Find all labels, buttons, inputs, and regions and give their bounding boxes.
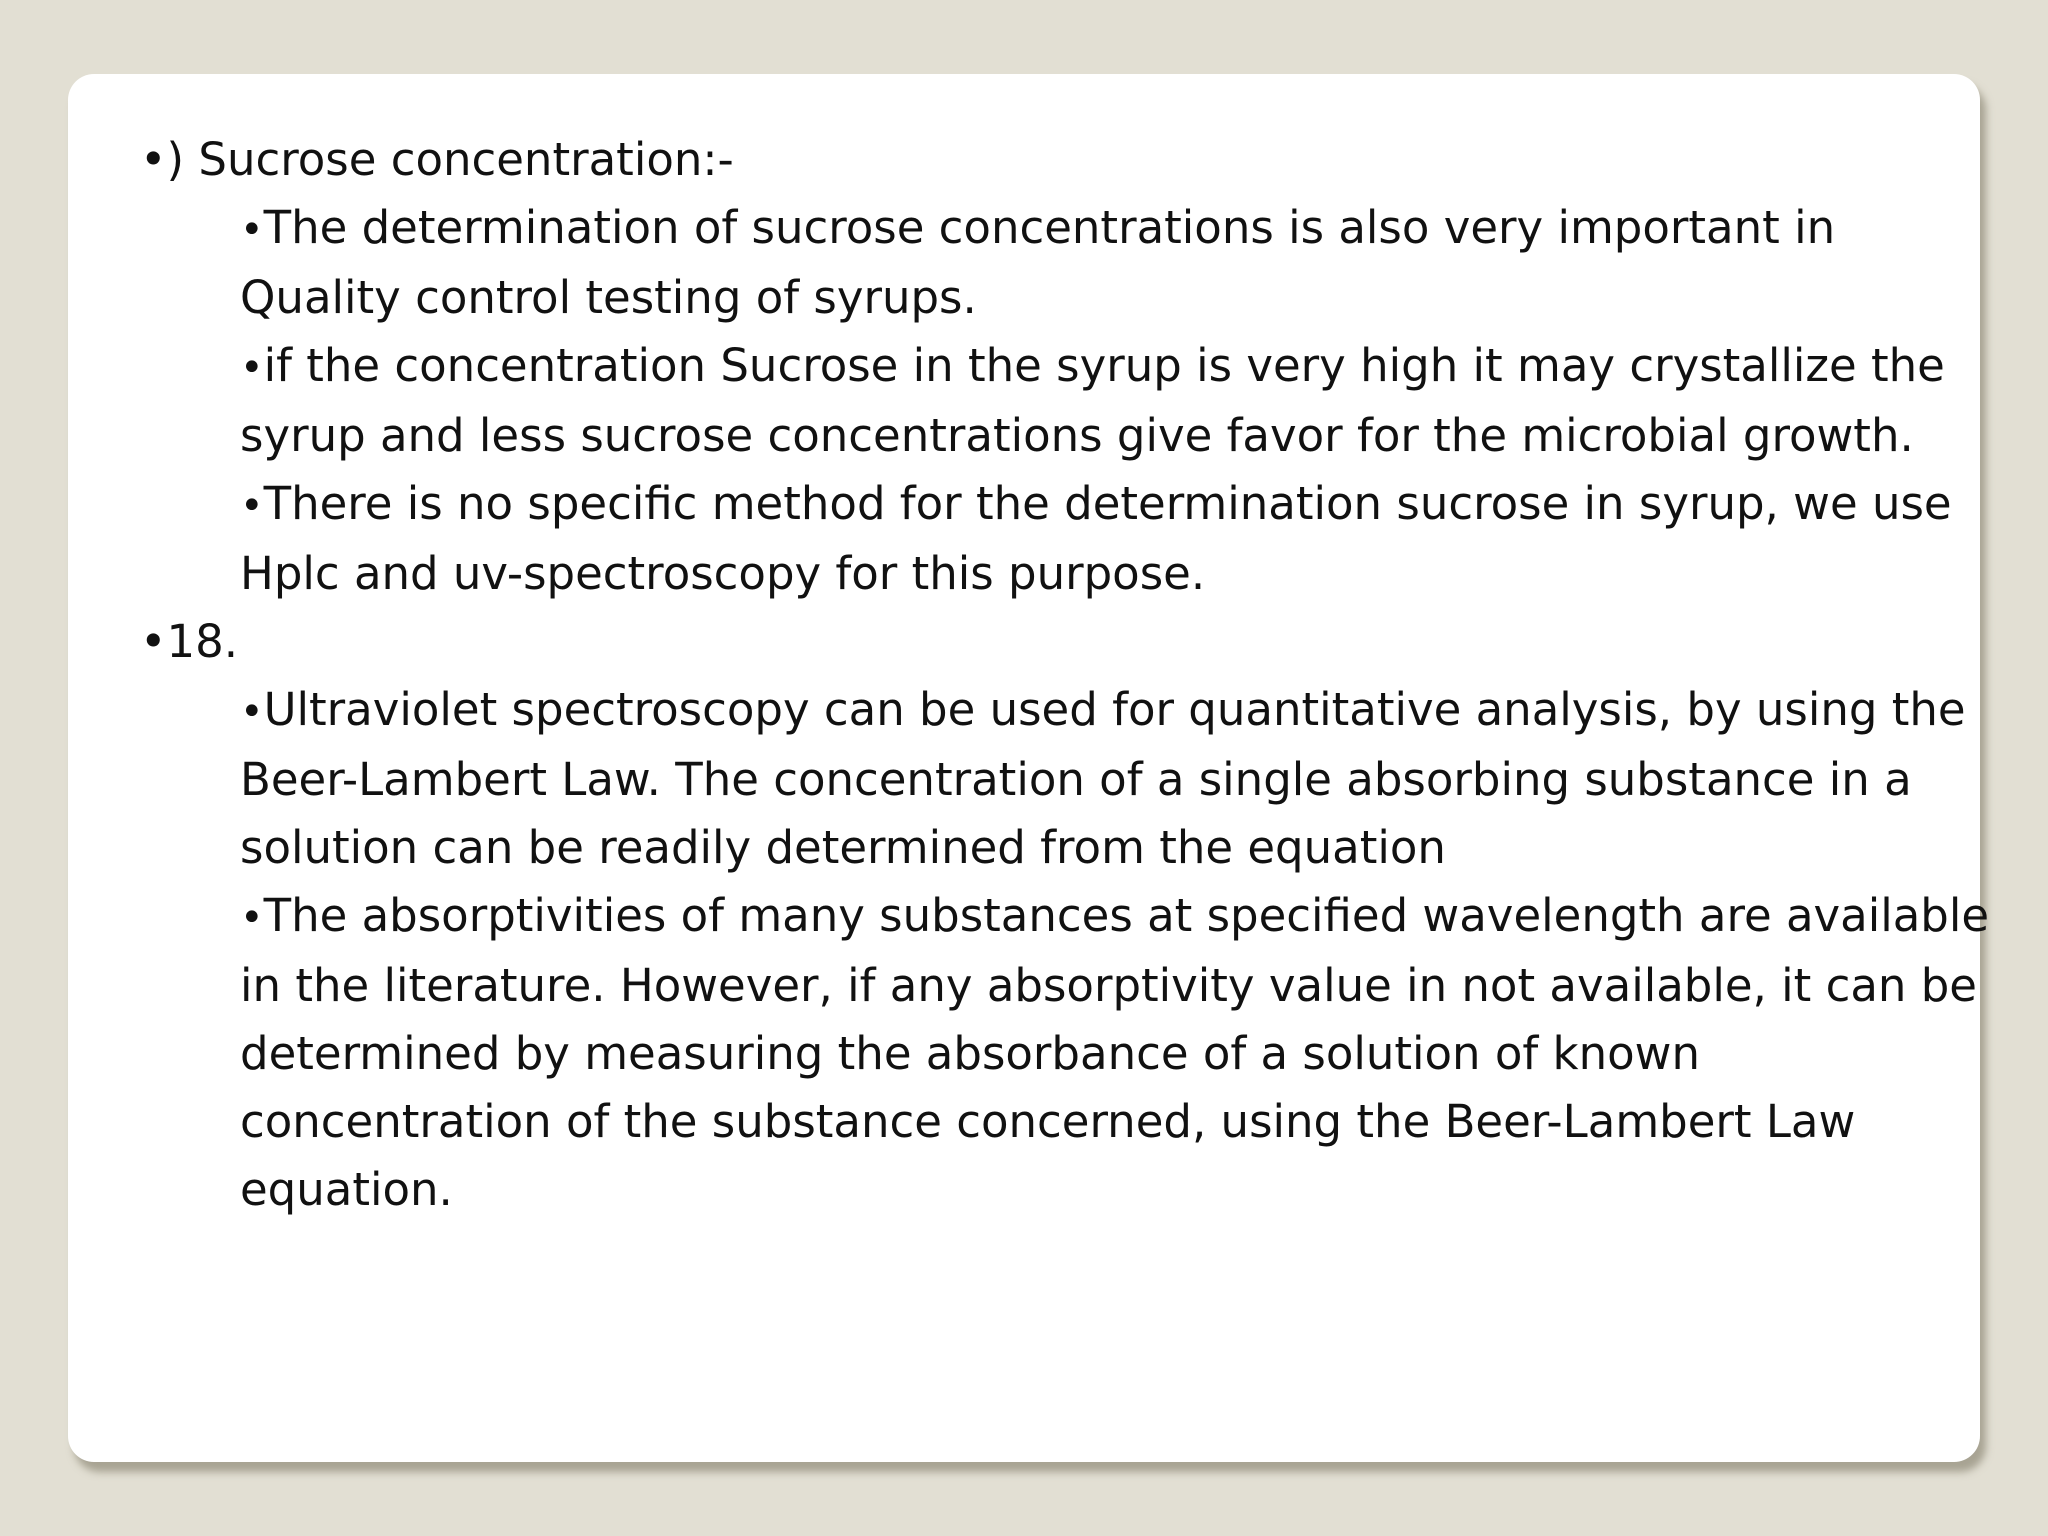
bullet-dot: • [240,207,264,253]
list-item [240,332,2010,470]
list-item-text: if the concentration Sucrose in the syrup is very high it may crystallize the syrup and less sucrose concentrations give favor for the microbial growth. [240,339,1945,462]
list-item-text: There is no specific method for the determination sucrose in syrup, we use Hplc and uv-spectroscopy for this purpose. [240,477,1952,600]
list-item [240,882,2020,1224]
slide-content [140,126,1990,1224]
section-heading-18 [140,608,1970,676]
list-item-text: Ultraviolet spectroscopy can be used for quantitative analysis, by using the Beer-Lambert Law. The concentration of a single absorbing substance in a solution can be readily determined from the equation [240,683,1966,874]
list-item-text: The absorptivities of many substances at specified wavelength are available in the literature. However, if any absorptivity value in not available, it can be determined by measuring the absorbance of a solution of known concentration of the substance concerned, using the Beer-Lambert Law equation. [240,889,1990,1216]
section-heading-sucrose [140,126,1970,194]
section-heading-text: 18. [166,615,239,668]
list-item-text: The determination of sucrose concentrations is also very important in Quality control testing of syrups. [240,201,1836,324]
bullet-dot: • [140,133,167,186]
section-heading-text: ) Sucrose concentration:- [166,133,734,186]
bullet-dot: • [240,689,264,735]
bullet-dot: • [240,483,264,529]
list-item [240,676,2020,882]
bullet-dot: • [240,345,264,391]
slide-card [68,74,1990,1462]
bullet-dot: • [240,895,264,941]
sub-list-uv [140,676,1990,1224]
sub-list-sucrose [140,194,1970,608]
bullet-dot: • [140,615,167,668]
list-item [240,470,2020,608]
list-item [240,194,1960,332]
